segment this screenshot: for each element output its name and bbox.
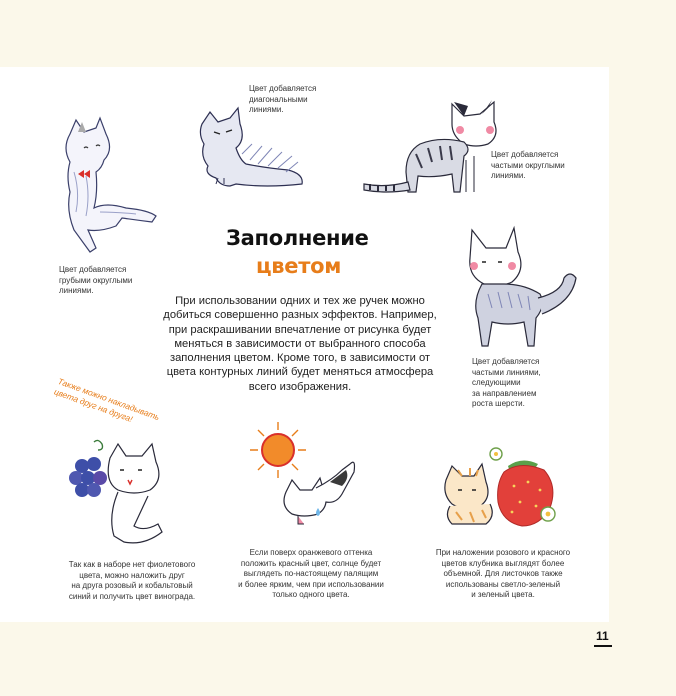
cat-striped-illustration: [356, 96, 506, 206]
sun-cat-illustration: [246, 418, 370, 532]
caption-rough: Цвет добавляется грубыми округлыми линиями.: [59, 265, 133, 295]
cat-bow-illustration: [56, 112, 166, 257]
caption-frequent: Цвет добавляется частыми округлыми линиями.: [491, 150, 565, 180]
page-number-underline: [594, 645, 612, 647]
caption-fur: Цвет добавляется частыми линиями, следующими за направлением роста шерсти.: [472, 357, 541, 408]
cat-fur-illustration: [452, 222, 582, 352]
heading-line-1: Заполнение: [226, 226, 369, 250]
grapes-cat-illustration: [64, 436, 176, 556]
caption-grapes: Так как в наборе нет фиолетового цвета, можно наложить друг на друга розовый и кобальтовый синий и получить цвет винограда.: [68, 560, 196, 601]
body-paragraph: При использовании одних и тех же ручек можно добиться совершенно разных эффектов. Например, при раскрашивании впечатление от рисунка будет меняться в зависимости от выбранного способа заполнения цветом. Кроме того, в зависимости от цвета контурных линий будет меняться атмосфера всего изображения.: [163, 295, 437, 393]
strawberry-cat-illustration: [440, 446, 556, 532]
caption-diagonal: Цвет добавляется диагональными линиями.: [249, 84, 317, 114]
cat-diagonal-illustration: [196, 104, 308, 190]
heading-line-2: цветом: [256, 254, 342, 278]
caption-sun: Если поверх оранжевого оттенка положить красный цвет, солнце будет выглядеть по-настоящему палящим и более ярким, чем при использовании только одного цвета.: [238, 548, 384, 599]
page-number: 11: [596, 629, 609, 643]
overlay-note: Также можно накладывать цвета друг на друга!: [52, 376, 162, 425]
caption-strawberry: При наложении розового и красного цветов клубника выглядят более объемной. Для листочков также использованы светло-зеленый и зеленый цвета.: [435, 548, 571, 599]
